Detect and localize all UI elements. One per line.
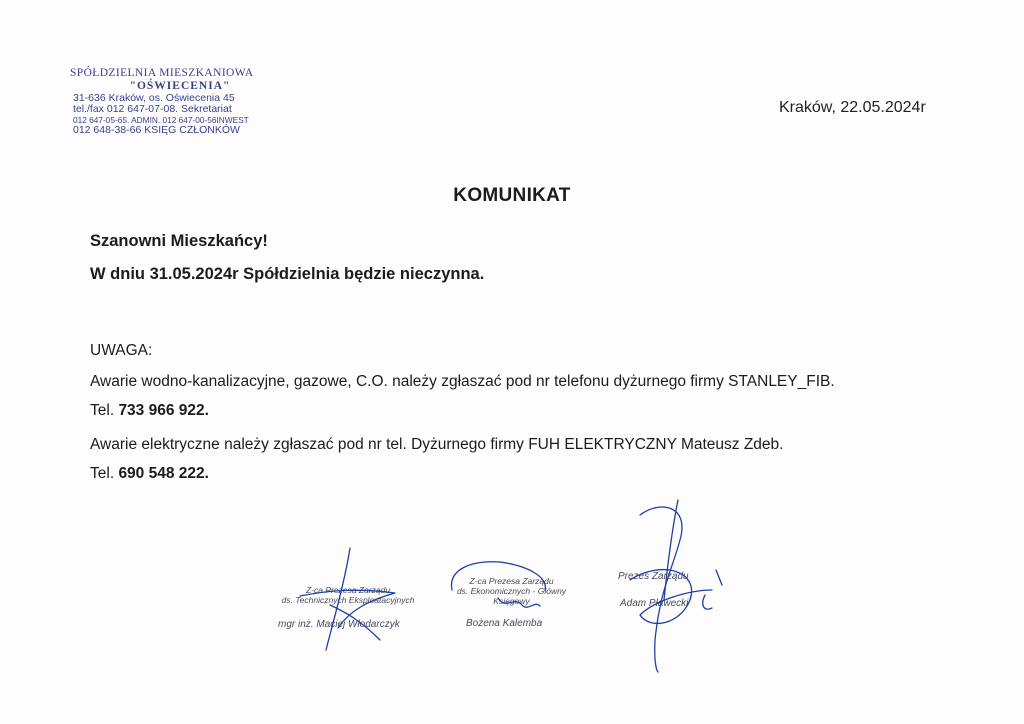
letterhead-address: 31-636 Kraków, os. Oświecenia 45 — [73, 92, 235, 104]
letterhead-phone: tel./fax 012 647-07-08. Sekretariat — [73, 103, 232, 115]
signature-name: mgr inż. Maciej Włodarczyk — [278, 619, 400, 630]
signature-role-detail: ds. Ekonomicznych - Główny Księgowy — [456, 586, 567, 606]
letterhead-admin: 012 647-05-65. ADMIN. 012 647-00-56INWEST — [73, 115, 249, 125]
electric-tel-number: 690 548 222. — [118, 465, 209, 482]
signature-role: Prezes Zarządu — [618, 571, 689, 582]
letterhead-stamp — [70, 66, 270, 136]
water-tel-number: 733 966 922. — [118, 402, 209, 419]
notice-heading: UWAGA: — [90, 342, 153, 359]
document-title: KOMUNIKAT — [453, 185, 571, 206]
signature-role: Z-ca Prezesa Zarządu — [305, 585, 391, 595]
letterhead-org-type: SPÓŁDZIELNIA MIESZKANIOWA — [70, 67, 254, 79]
water-emergency-phone — [90, 402, 209, 420]
signature-role-detail: ds. Technicznych Eksploatacyjnych — [281, 595, 415, 605]
water-emergency-text: Awarie wodno-kanalizacyjne, gazowe, C.O. należy zgłaszać pod nr telefonu dyżurnego firmy STANLEY_FIB. — [90, 373, 835, 390]
letterhead-org-name: "OŚWIECENIA" — [129, 80, 231, 92]
water-tel-label: Tel. — [90, 402, 115, 419]
signature-president — [618, 572, 728, 609]
signature-name: Bożena Kalemba — [466, 618, 543, 629]
greeting: Szanowni Mieszkańcy! — [90, 232, 268, 250]
electric-tel-label: Tel. — [90, 465, 115, 482]
electric-emergency-text: Awarie elektryczne należy zgłaszać pod nr tel. Dyżurnego firmy FUH ELEKTRYCZNY Mateusz Zdeb. — [90, 436, 784, 453]
signature-technical-deputy — [278, 585, 418, 630]
electric-emergency-phone — [90, 465, 209, 483]
document-date: Kraków, 22.05.2024r — [779, 99, 926, 116]
signature-economic-deputy — [444, 576, 579, 629]
closure-notice: W dniu 31.05.2024r Spółdzielnia będzie nieczynna. — [90, 265, 485, 283]
signature-role: Z-ca Prezesa Zarządu — [469, 576, 554, 586]
signature-name: Adam Pławecki — [620, 598, 689, 609]
letterhead-members: 012 648-38-66 KSIĘG CZŁONKÓW — [73, 124, 240, 136]
